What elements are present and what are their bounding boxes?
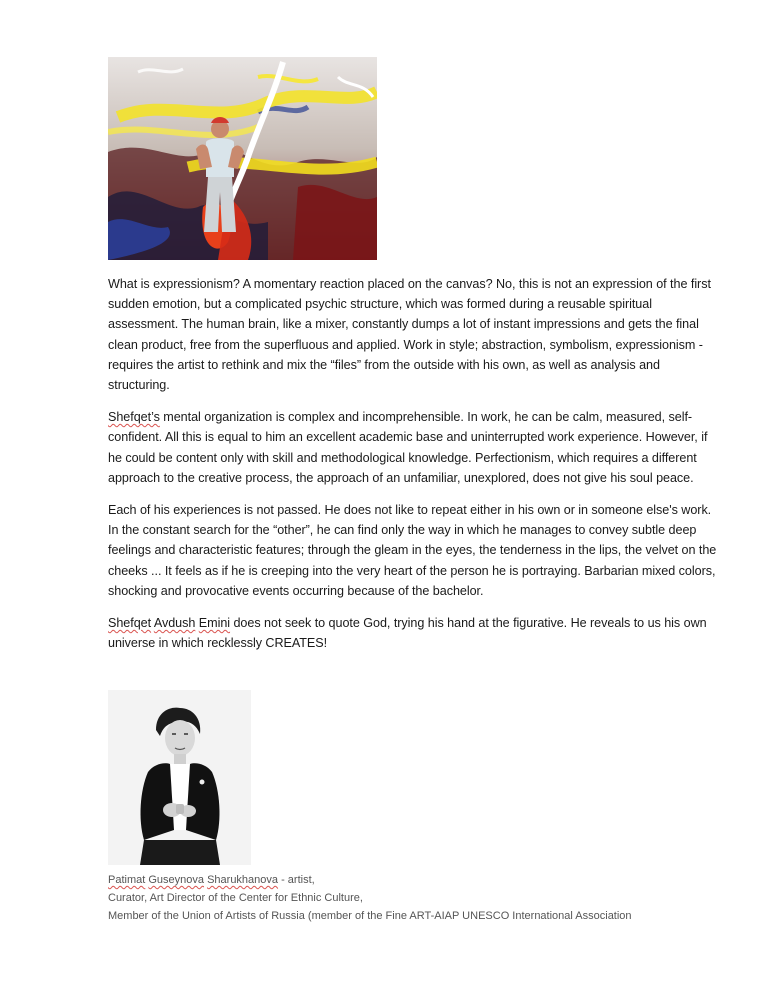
artist-first-name: Shefqet	[108, 616, 152, 631]
author-first-name: Patimat	[108, 874, 146, 886]
paragraph-4-text: does not seek to quote God, trying his hand at the figurative. He reveals to us his own universe in which recklessly CREATES!	[108, 616, 707, 651]
paragraph-4	[108, 613, 720, 653]
artist-middle-name: Avdush	[153, 616, 196, 631]
paragraph-1	[108, 274, 720, 395]
artwork-photo	[108, 57, 377, 260]
author-role: - artist,	[278, 874, 315, 886]
paragraph-3-text: Each of his experiences is not passed. He does not like to repeat either in his own or in someone else's work. In the constant search for the “other”, he can find only the way in which he manages to convey subtle deep feelings and characteristic features; through the gleam in the eyes, the tenderness in the lips, the velvet on the cheeks ... It feels as if he is creeping into the very heart of the person he is portraying. Barbarian mixed colors, shocking and provocative events occurring because of the bachelor.	[108, 503, 717, 598]
artwork-photo-graphic	[108, 57, 377, 260]
paragraph-2-text: mental organization is complex and incomprehensible. In work, he can be calm, measured, self-confident. All this is equal to him an excellent academic base and uninterrupted work experience. However, if he could be content only with skill and methodological knowledge. Perfectionism, which requires a different approach to the creative process, the approach of an unfamiliar, unexplored, does not give his soul peace.	[108, 410, 708, 485]
signature-line-1	[108, 871, 748, 889]
signature-line-2: Curator, Art Director of the Center for Ethnic Culture,	[108, 892, 363, 904]
author-portrait-graphic	[108, 690, 251, 865]
article-body	[108, 274, 720, 665]
paragraph-3	[108, 500, 720, 601]
author-signature	[108, 871, 748, 925]
artist-name-possessive: Shefqet’s	[108, 410, 160, 425]
artist-last-name: Emini	[198, 616, 231, 631]
signature-line-3: Member of the Union of Artists of Russia (member of the Fine ART-AIAP UNESCO International Association	[108, 910, 632, 922]
paragraph-1-text: What is expressionism? A momentary reaction placed on the canvas? No, this is not an expression of the first sudden emotion, but a complicated psychic structure, which was formed during a reusable spiritual assessment. The human brain, like a mixer, constantly dumps a lot of instant impressions and gets the final clean product, free from the superfluous and applied. Work in style; abstraction, symbolism, expressionism - requires the artist to rethink and mix the “files” from the outside with his own, as well as analysis and structuring.	[108, 277, 711, 393]
author-last-name: Sharukhanova	[207, 874, 279, 886]
author-middle-name: Guseynova	[148, 874, 205, 886]
author-portrait	[108, 690, 251, 865]
paragraph-2	[108, 407, 720, 488]
